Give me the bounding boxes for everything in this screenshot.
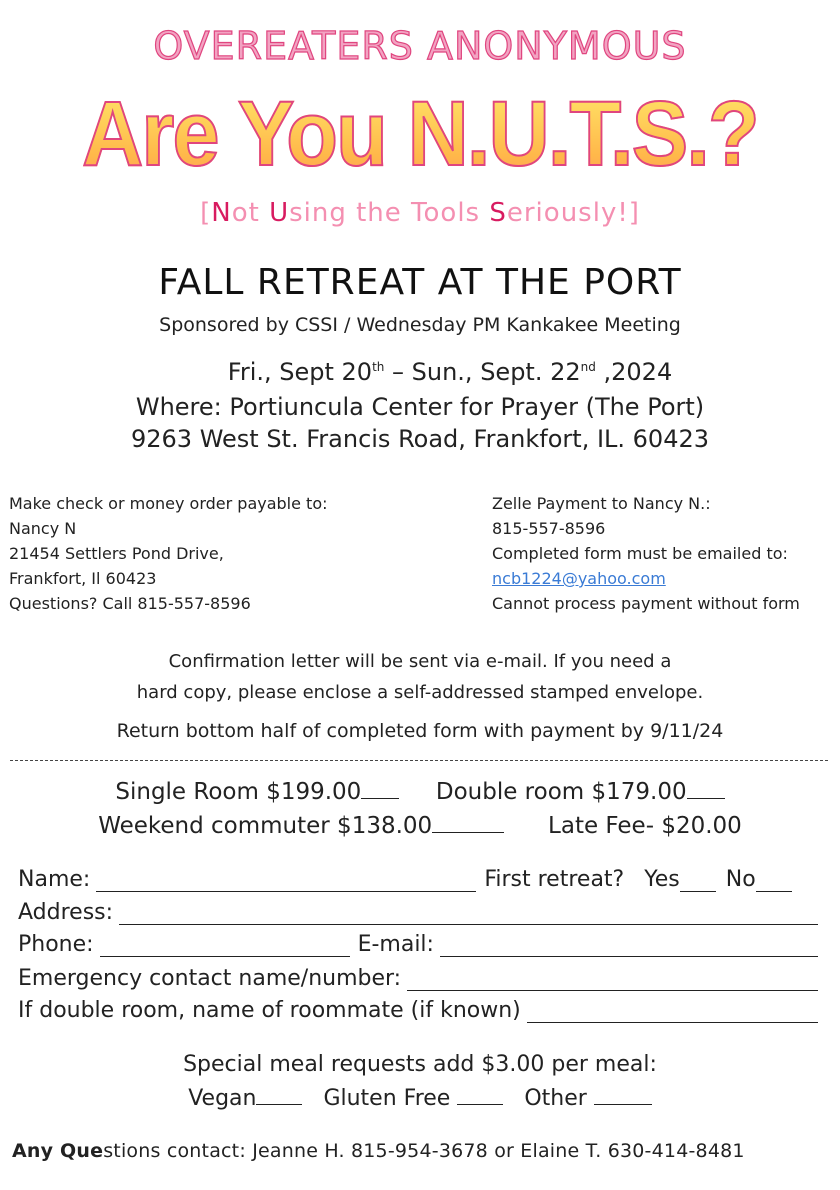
- payment-warning: Cannot process payment without form: [492, 594, 800, 613]
- acronym-word-1: ot: [231, 198, 270, 228]
- event-address: 9263 West St. Francis Road, Frankfort, IL. 60423: [130, 425, 710, 453]
- email-label: E-mail:: [357, 932, 434, 957]
- dates-end: – Sun., Sept. 22: [384, 358, 581, 386]
- name-field[interactable]: [96, 873, 476, 892]
- phone-row: [18, 932, 818, 957]
- acronym-word-3: eriously!]: [506, 198, 640, 228]
- acronym-letter-s: S: [489, 198, 507, 228]
- price-options: [0, 775, 840, 843]
- gluten-free-label: Gluten Free: [323, 1086, 451, 1111]
- contacts-lead-bold: Any Que: [12, 1140, 104, 1162]
- name-label: Name:: [18, 867, 91, 892]
- yes-field[interactable]: [680, 873, 716, 892]
- double-room-checkline[interactable]: [687, 780, 725, 799]
- email-link[interactable]: ncb1224@yahoo.com: [492, 569, 666, 588]
- vegan-label: Vegan: [188, 1086, 257, 1111]
- first-retreat-label: First retreat?: [484, 867, 625, 892]
- address-row: [18, 900, 818, 925]
- emergency-field[interactable]: [407, 968, 818, 991]
- contacts-lead-rest: stions contact:: [103, 1140, 246, 1162]
- event-dates: [0, 358, 840, 386]
- double-room-price: Double room $179.00: [435, 779, 687, 805]
- address-label: Address:: [18, 900, 114, 925]
- event-title: FALL RETREAT AT THE PORT: [158, 262, 682, 303]
- check-street: 21454 Settlers Pond Drive,: [9, 544, 224, 563]
- name-row: [18, 867, 818, 892]
- emergency-label: Emergency contact name/number:: [18, 966, 402, 991]
- sponsor-line: Sponsored by CSSI / Wednesday PM Kankakee Meeting: [159, 314, 681, 336]
- other-field[interactable]: [594, 1086, 652, 1105]
- contacts-details: Jeanne H. 815-954-3678 or Elaine T. 630-414-8481: [245, 1140, 745, 1162]
- confirmation-line-1: Confirmation letter will be sent via e-mail. If you need a: [168, 651, 672, 672]
- gluten-free-field[interactable]: [457, 1086, 503, 1105]
- dates-start: Fri., Sept 20: [227, 358, 373, 386]
- check-payable-label: Make check or money order payable to:: [9, 494, 328, 513]
- check-questions-phone: Questions? Call 815-557-8596: [9, 594, 251, 613]
- headline: Are You N.U.T.S.?: [34, 82, 807, 187]
- meal-options: [0, 1086, 840, 1111]
- vegan-field[interactable]: [256, 1086, 302, 1105]
- confirmation-line-2: hard copy, please enclose a self-addressed stamped envelope.: [136, 682, 704, 703]
- org-name: OVEREATERS ANONYMOUS: [153, 24, 687, 68]
- acronym-bracket: [: [200, 198, 212, 228]
- phone-label: Phone:: [18, 932, 94, 957]
- dates-end-suffix: nd: [580, 360, 596, 374]
- check-payment-info: [9, 491, 429, 616]
- dates-year: ,2024: [595, 358, 673, 386]
- acronym-subtitle: [0, 198, 840, 228]
- event-venue: Where: Portiuncula Center for Prayer (The Port): [135, 393, 705, 421]
- emergency-row: [18, 966, 818, 991]
- roommate-row: [18, 998, 818, 1023]
- email-form-instruction: Completed form must be emailed to:: [492, 544, 788, 563]
- roommate-field[interactable]: [527, 1000, 818, 1023]
- yes-label: Yes: [644, 867, 680, 892]
- commuter-checkline[interactable]: [432, 814, 504, 833]
- other-label: Other: [524, 1086, 587, 1111]
- dates-start-suffix: th: [372, 360, 385, 374]
- zelle-phone: 815-557-8596: [492, 519, 606, 538]
- check-city: Frankfort, Il 60423: [9, 569, 157, 588]
- zelle-label: Zelle Payment to Nancy N.:: [492, 494, 711, 513]
- meal-requests-title: Special meal requests add $3.00 per meal:: [183, 1052, 657, 1077]
- commuter-price: Weekend commuter $138.00: [98, 813, 433, 839]
- single-room-price: Single Room $199.00: [115, 779, 362, 805]
- address-field[interactable]: [119, 902, 818, 925]
- confirmation-note: [0, 646, 840, 708]
- cut-line-divider: [10, 760, 828, 761]
- zelle-payment-info: [492, 491, 837, 616]
- contact-line: [12, 1140, 832, 1162]
- roommate-label: If double room, name of roommate (if known): [18, 998, 521, 1023]
- no-label: No: [725, 867, 756, 892]
- return-deadline: Return bottom half of completed form with payment by 9/11/24: [116, 720, 724, 742]
- acronym-letter-n: N: [211, 198, 232, 228]
- late-fee: Late Fee- $20.00: [548, 813, 742, 839]
- acronym-letter-u: U: [269, 198, 290, 228]
- check-payee-name: Nancy N: [9, 519, 77, 538]
- phone-field[interactable]: [100, 938, 350, 957]
- no-field[interactable]: [756, 873, 792, 892]
- acronym-word-2: sing the Tools: [289, 198, 490, 228]
- single-room-checkline[interactable]: [361, 780, 399, 799]
- email-field[interactable]: [440, 934, 818, 957]
